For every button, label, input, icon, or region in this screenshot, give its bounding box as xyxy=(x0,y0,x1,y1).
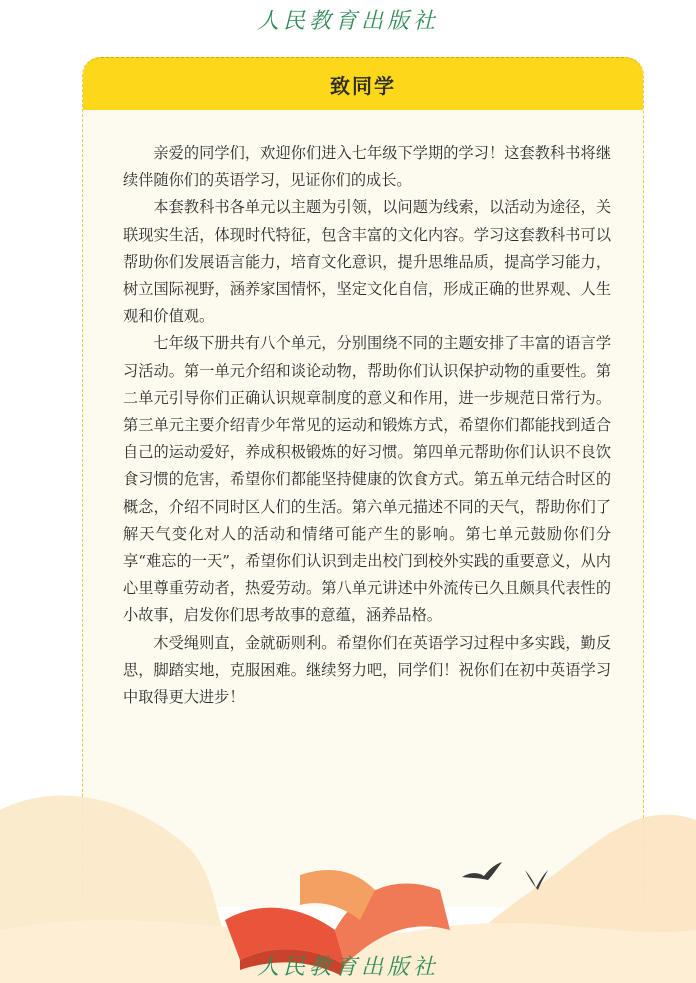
card-header xyxy=(83,57,643,110)
bird-icon xyxy=(462,862,548,890)
paragraph-4: 木受绳则直，金就砺则利。希望你们在英语学习过程中多实践，勤反思，脚踏实地，克服困难。继续努力吧，同学们！祝你们在初中英语学习中取得更大进步！ xyxy=(123,633,611,707)
publisher-logo-top: 人民教育出版社 xyxy=(256,9,439,34)
page-title: 致同学 xyxy=(330,73,396,98)
paragraph-1: 亲爱的同学们，欢迎你们进入七年级下学期的学习！这套教科书将继续伴随你们的英语学习，见证你们的成长。 xyxy=(123,144,611,190)
paragraph-3: 七年级下册共有八个单元，分别围绕不同的主题安排了丰富的语言学习活动。第一单元介绍和谈论动物，帮助你们认识保护动物的重要性。第二单元引导你们正确认识规章制度的意义和作用，进一步规范日常行为。第三单元主要介绍青少年常见的运动和锻炼方式，希望你们都能找到适合自己的运动爱好，养成积极锻炼的好习惯。第四单元帮助你们认识不良饮食习惯的危害，希望你们都能坚持健康的饮食方式。第五单元结合时区的概念，介绍不同时区人们的生活。第六单元描述不同的天气，帮助你们了解天气变化对人的活动和情绪可能产生的影响。第七单元鼓励你们分享“难忘的一天”，希望你们认识到走出校门到校外实践的重要意义，从内心里尊重劳动者，热爱劳动。第八单元讲述中外流传已久且颇具代表性的小故事，启发你们思考故事的意蕴，涵养品格。 xyxy=(123,334,611,625)
paragraph-2: 本套教科书各单元以主题为引领，以问题为线索，以活动为途径，关联现实生活，体现时代特征，包含丰富的文化内容。学习这套教科书可以帮助你们发展语言能力，培育文化意识，提升思维品质，提高学习能力，树立国际视野，涵养家国情怀，坚定文化自信，形成正确的世界观、人生观和价值观。 xyxy=(123,198,611,326)
publisher-logo-bottom: 人民教育出版社 xyxy=(256,955,439,980)
letter-body xyxy=(83,110,643,711)
